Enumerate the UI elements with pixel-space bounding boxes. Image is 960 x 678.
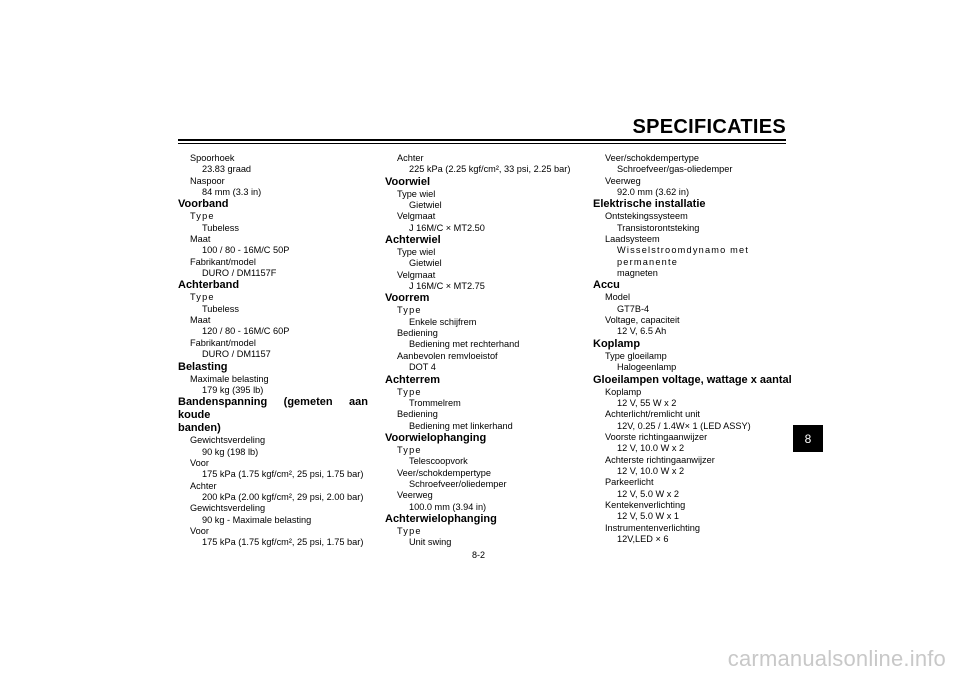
header-rule-thin (178, 143, 786, 144)
spec-value: 179 kg (395 lb) (202, 384, 264, 395)
spec-value: Bediening met rechterhand (409, 339, 520, 350)
spec-label: Achter (190, 480, 217, 491)
spec-label: Type gloeilamp (605, 350, 667, 361)
spec-value: J 16M/C × MT2.50 (409, 222, 485, 233)
section-heading: Voorrem (385, 292, 430, 305)
spec-value: 12 V, 5.0 W x 2 (617, 488, 679, 499)
spec-value: Unit swing (409, 537, 452, 548)
section-heading: Voorwielophanging (385, 431, 487, 444)
spec-label: Ontstekingssysteem (605, 211, 688, 222)
spec-value: Gietwiel (409, 258, 442, 269)
page-number: 8-2 (472, 550, 486, 560)
spec-label: Type (397, 305, 422, 316)
spec-value: 90 kg - Maximale belasting (202, 514, 312, 525)
spec-label: Velgmaat (397, 269, 436, 280)
spec-label: Type wiel (397, 247, 436, 258)
spec-label: Achterste richtingaanwijzer (605, 454, 715, 465)
spec-value: 100 / 80 - 16M/C 50P (202, 245, 290, 256)
spec-value: Trommelrem (409, 397, 461, 408)
spec-value: 175 kPa (1.75 kgf/cm², 25 psi, 1.75 bar) (202, 537, 364, 548)
spec-label: Bediening (397, 409, 438, 420)
spec-label: Voltage, capaciteit (605, 315, 680, 326)
spec-label: Type (190, 211, 215, 222)
spec-label: Gewichtsverdeling (190, 503, 266, 514)
spec-label: Parkeerlicht (605, 477, 654, 488)
spec-label: Veer/schokdempertype (605, 153, 699, 163)
spec-value: 12 V, 6.5 Ah (617, 326, 667, 337)
spec-value: 84 mm (3.3 in) (202, 187, 262, 198)
spec-value: Gietwiel (409, 200, 442, 211)
section-heading: Belasting (178, 360, 228, 373)
spec-label: Fabrikant/model (190, 256, 256, 267)
spec-value: J 16M/C × MT2.75 (409, 281, 485, 292)
spec-label: Gewichtsverdeling (190, 435, 266, 446)
spec-value: DOT 4 (409, 362, 436, 373)
spec-value: 92.0 mm (3.62 in) (617, 187, 689, 198)
spec-value: 12 V, 55 W x 2 (617, 397, 677, 408)
spec-label: Maat (190, 315, 211, 326)
section-heading: Achterband (178, 279, 240, 292)
spec-value: 90 kg (198 lb) (202, 446, 259, 457)
spec-value: Enkele schijfrem (409, 316, 477, 327)
spec-value: 200 kPa (2.00 kgf/cm², 29 psi, 2.00 bar) (202, 491, 364, 502)
section-heading: Achterwielophanging (385, 512, 497, 525)
spec-column-3 (593, 153, 793, 545)
spec-label: Veer/schokdempertype (397, 467, 491, 478)
spec-value: 12 V, 10.0 W x 2 (617, 443, 685, 454)
section-heading: Gloeilampen voltage, wattage x aantal (593, 373, 792, 386)
spec-value: 23.83 graad (202, 164, 252, 175)
spec-label: Veerweg (397, 490, 433, 501)
watermark: carmanualsonline.info (727, 646, 946, 671)
spec-value: 120 / 80 - 16M/C 60P (202, 326, 290, 337)
spec-value: Tubeless (202, 303, 239, 314)
section-heading: Accu (593, 279, 620, 292)
spec-value: Tubeless (202, 222, 239, 233)
spec-label: Model (605, 292, 631, 303)
spec-label: Type (190, 292, 215, 303)
spec-value: Wisselstroomdynamo met permanente (617, 245, 750, 267)
spec-label: Achter (397, 153, 424, 163)
spec-label: Type wiel (397, 188, 436, 199)
spec-label: Koplamp (605, 386, 642, 397)
chapter-tab: 8 (793, 425, 823, 452)
page-title: SPECIFICATIES (632, 116, 786, 138)
spec-value: Halogeenlamp (617, 362, 677, 373)
section-heading: Koplamp (593, 337, 641, 350)
spec-label: Naspoor (190, 175, 225, 186)
section-heading: Bandenspanning (gemeten aan koude (178, 396, 368, 422)
spec-value: magneten (617, 268, 658, 279)
spec-label: Voor (190, 525, 209, 536)
section-heading: banden) (178, 422, 221, 435)
spec-label: Kentekenverlichting (605, 499, 686, 510)
spec-value: 12 V, 10.0 W x 2 (617, 465, 685, 476)
spec-label: Type (397, 444, 422, 455)
section-heading: Achterwiel (385, 234, 441, 247)
spec-value: 12V, 0.25 / 1.4W× 1 (LED ASSY) (617, 420, 751, 431)
spec-value: Schroefveer/oliedemper (409, 478, 507, 489)
section-heading: Achterrem (385, 373, 441, 386)
header-rule-thick (178, 139, 786, 141)
spec-value: GT7B-4 (617, 303, 650, 314)
spec-value: Transistorontsteking (617, 222, 700, 233)
spec-label: Voor (190, 457, 209, 468)
spec-label: Veerweg (605, 175, 641, 186)
spec-label: Maat (190, 234, 211, 245)
spec-column-2 (385, 153, 585, 549)
spec-label: Laadsysteem (605, 234, 660, 245)
section-heading: Voorwiel (385, 175, 431, 188)
spec-value: 175 kPa (1.75 kgf/cm², 25 psi, 1.75 bar) (202, 469, 364, 480)
spec-label: Type (397, 525, 422, 536)
section-heading: Elektrische installatie (593, 198, 706, 211)
spec-column-1 (178, 153, 378, 549)
spec-value: 12 V, 5.0 W x 1 (617, 511, 679, 522)
spec-value: 100.0 mm (3.94 in) (409, 501, 487, 512)
spec-label: Fabrikant/model (190, 337, 256, 348)
spec-value: 225 kPa (2.25 kgf/cm², 33 psi, 2.25 bar) (409, 164, 571, 175)
spec-value: DURO / DM1157 (202, 349, 271, 360)
spec-label: Bediening (397, 328, 438, 339)
spec-label: Instrumentenverlichting (605, 522, 700, 533)
section-heading: Voorband (178, 198, 229, 211)
spec-label: Voorste richtingaanwijzer (605, 431, 708, 442)
spec-label: Spoorhoek (190, 153, 235, 163)
spec-label: Achterlicht/remlicht unit (605, 409, 700, 420)
spec-label: Aanbevolen remvloeistof (397, 350, 498, 361)
spec-label: Maximale belasting (190, 373, 269, 384)
spec-value: 12V,LED × 6 (617, 533, 669, 544)
spec-label: Type (397, 386, 422, 397)
spec-value: Telescoopvork (409, 456, 468, 467)
spec-value: Schroefveer/gas-oliedemper (617, 164, 733, 175)
spec-label: Velgmaat (397, 211, 436, 222)
spec-value: Bediening met linkerhand (409, 420, 513, 431)
spec-value: DURO / DM1157F (202, 268, 277, 279)
